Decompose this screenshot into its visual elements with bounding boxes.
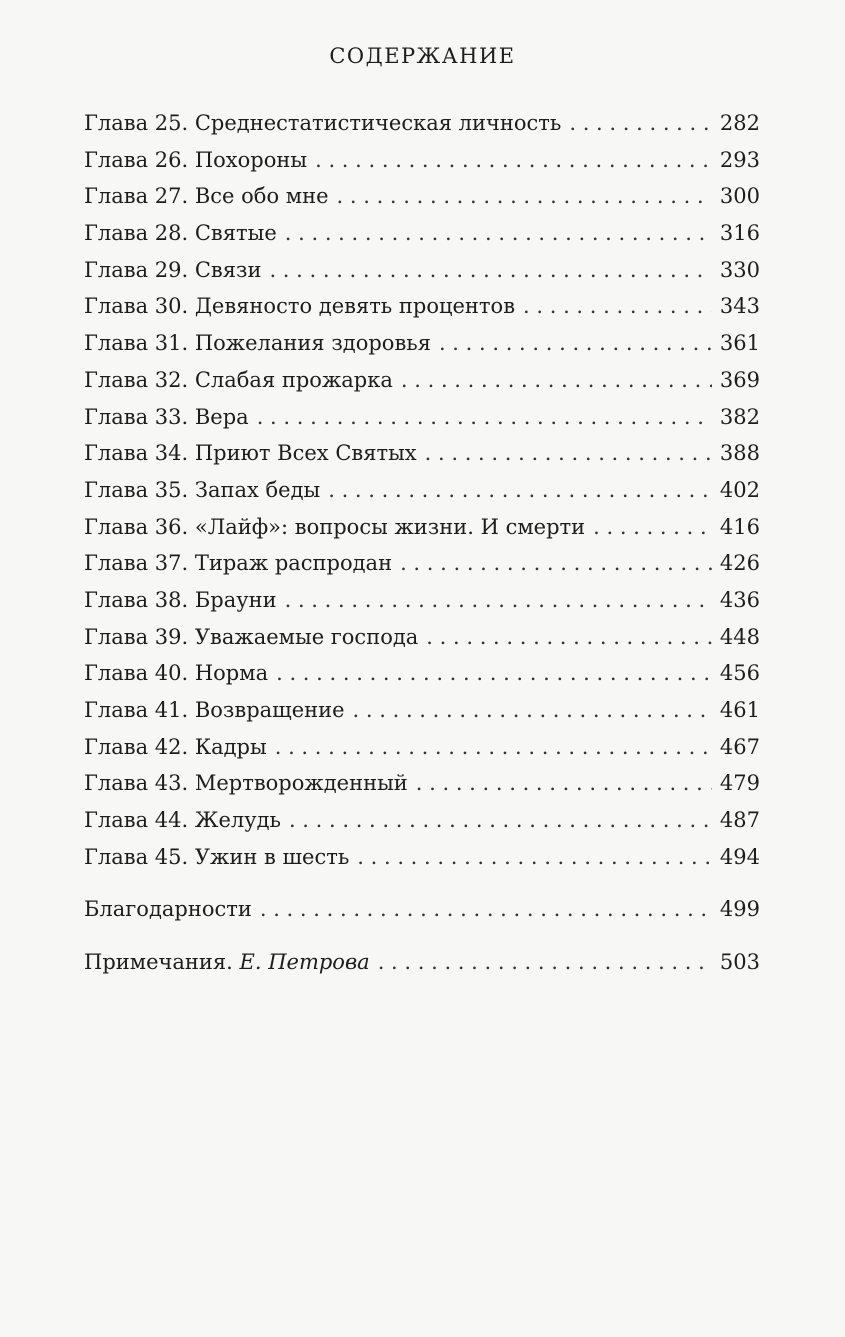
dot-leader (289, 802, 712, 838)
toc-entry-page: 456 (719, 661, 760, 686)
toc-entry-title: Глава 42. Кадры (84, 734, 267, 759)
toc-entry-page: 316 (719, 221, 760, 246)
toc-entry-title: Глава 26. Похороны (84, 147, 308, 172)
toc-entry-title: Глава 43. Мертворожденный (84, 771, 408, 796)
toc-entry (84, 362, 760, 399)
toc-entry-page: 343 (719, 294, 760, 319)
toc-entry-title: Глава 31. Пожелания здоровья (84, 331, 431, 356)
toc-entry-title: Глава 35. Запах беды (84, 477, 321, 502)
toc-entry-title: Глава 28. Святые (84, 221, 277, 246)
dot-leader (439, 325, 712, 361)
toc-entry-title: Глава 34. Приют Всех Святых (84, 441, 417, 466)
toc-entry (84, 288, 760, 325)
toc-entry-notes (84, 944, 760, 981)
dot-leader (275, 729, 712, 765)
toc-entry (84, 582, 760, 619)
toc-entry (84, 839, 760, 876)
toc-entry-page: 426 (719, 551, 760, 576)
toc-entry-acknowledgements (84, 891, 760, 928)
toc-entry (84, 252, 760, 289)
toc-entry-title: Глава 45. Ужин в шесть (84, 844, 350, 869)
toc-entry (84, 692, 760, 729)
dot-leader (353, 692, 712, 728)
toc-entry-page: 436 (719, 587, 760, 612)
toc-entry-title: Глава 30. Девяносто девять процентов (84, 294, 516, 319)
dot-leader (593, 509, 712, 545)
toc-entry-title: Глава 38. Брауни (84, 587, 277, 612)
toc-entry-title: Глава 39. Уважаемые господа (84, 624, 419, 649)
toc-entry-title: Глава 40. Норма (84, 661, 269, 686)
dot-leader (285, 215, 712, 251)
dot-leader (426, 619, 712, 655)
toc-entry-page: 448 (719, 624, 760, 649)
toc-entry (84, 325, 760, 362)
toc-entry-title: Глава 29. Связи (84, 257, 262, 282)
dot-leader (416, 765, 712, 801)
toc-entry (84, 105, 760, 142)
toc-entry-page: 499 (719, 897, 760, 922)
toc-entry-page: 361 (719, 331, 760, 356)
dot-leader (269, 252, 711, 288)
dot-leader (401, 362, 712, 398)
toc-entry-page: 494 (719, 844, 760, 869)
toc-entry-title: Глава 37. Тираж распродан (84, 551, 393, 576)
toc-entry (84, 472, 760, 509)
dot-leader (337, 178, 712, 214)
toc-entry-page: 416 (719, 514, 760, 539)
dot-leader (425, 435, 712, 471)
toc-entry (84, 619, 760, 656)
toc-entry-page: 293 (719, 147, 760, 172)
toc-entry-title: Глава 25. Среднестатистическая личность (84, 111, 562, 135)
toc-entry (84, 765, 760, 802)
toc-entry-page: 369 (719, 367, 760, 392)
toc-entry-page: 503 (719, 950, 760, 975)
toc-entry (84, 802, 760, 839)
toc-entry (84, 399, 760, 436)
dot-leader (523, 288, 712, 324)
page-title: СОДЕРЖАНИЕ (329, 44, 516, 68)
toc-entry-page: 467 (719, 734, 760, 759)
toc-entry-page: 330 (719, 257, 760, 282)
notes-label: Примечания. (84, 950, 233, 975)
toc-entry (84, 729, 760, 766)
toc-entry-title: Глава 36. «Лайф»: вопросы жизни. И смерти (84, 514, 586, 539)
toc-entry-page: 479 (719, 771, 760, 796)
toc-entry-page: 300 (719, 184, 760, 209)
toc-entry-title: Глава 32. Слабая прожарка (84, 367, 393, 392)
toc-entry (84, 655, 760, 692)
toc-entry-title: Благодарности (84, 897, 252, 922)
toc-entry-page: 388 (719, 441, 760, 466)
dot-leader (357, 839, 712, 875)
toc-entry-page: 487 (719, 808, 760, 833)
table-of-contents (84, 105, 760, 981)
toc-entry-title: Глава 44. Желудь (84, 808, 281, 833)
toc-entry (84, 435, 760, 472)
notes-author: Е. Петрова (239, 950, 370, 975)
dot-leader (260, 891, 712, 927)
dot-leader (378, 944, 712, 980)
toc-entry-title: Глава 27. Все обо мне (84, 184, 329, 209)
toc-entry-page: 382 (719, 404, 760, 429)
toc-entry (84, 215, 760, 252)
toc-entry-page: 282 (719, 111, 760, 135)
dot-leader (257, 399, 712, 435)
dot-leader (315, 142, 712, 178)
dot-leader (400, 545, 712, 581)
toc-entry (84, 142, 760, 179)
toc-entry-title: Глава 41. Возвращение (84, 698, 345, 722)
toc-entry-page: 461 (719, 698, 760, 722)
dot-leader (285, 582, 712, 618)
toc-entry-title (84, 944, 370, 980)
dot-leader (569, 105, 712, 141)
dot-leader (276, 655, 712, 691)
toc-entry (84, 178, 760, 215)
toc-entry-page: 402 (719, 477, 760, 502)
toc-entry (84, 509, 760, 546)
dot-leader (328, 472, 712, 508)
toc-entry (84, 545, 760, 582)
toc-entry-title: Глава 33. Вера (84, 404, 249, 429)
